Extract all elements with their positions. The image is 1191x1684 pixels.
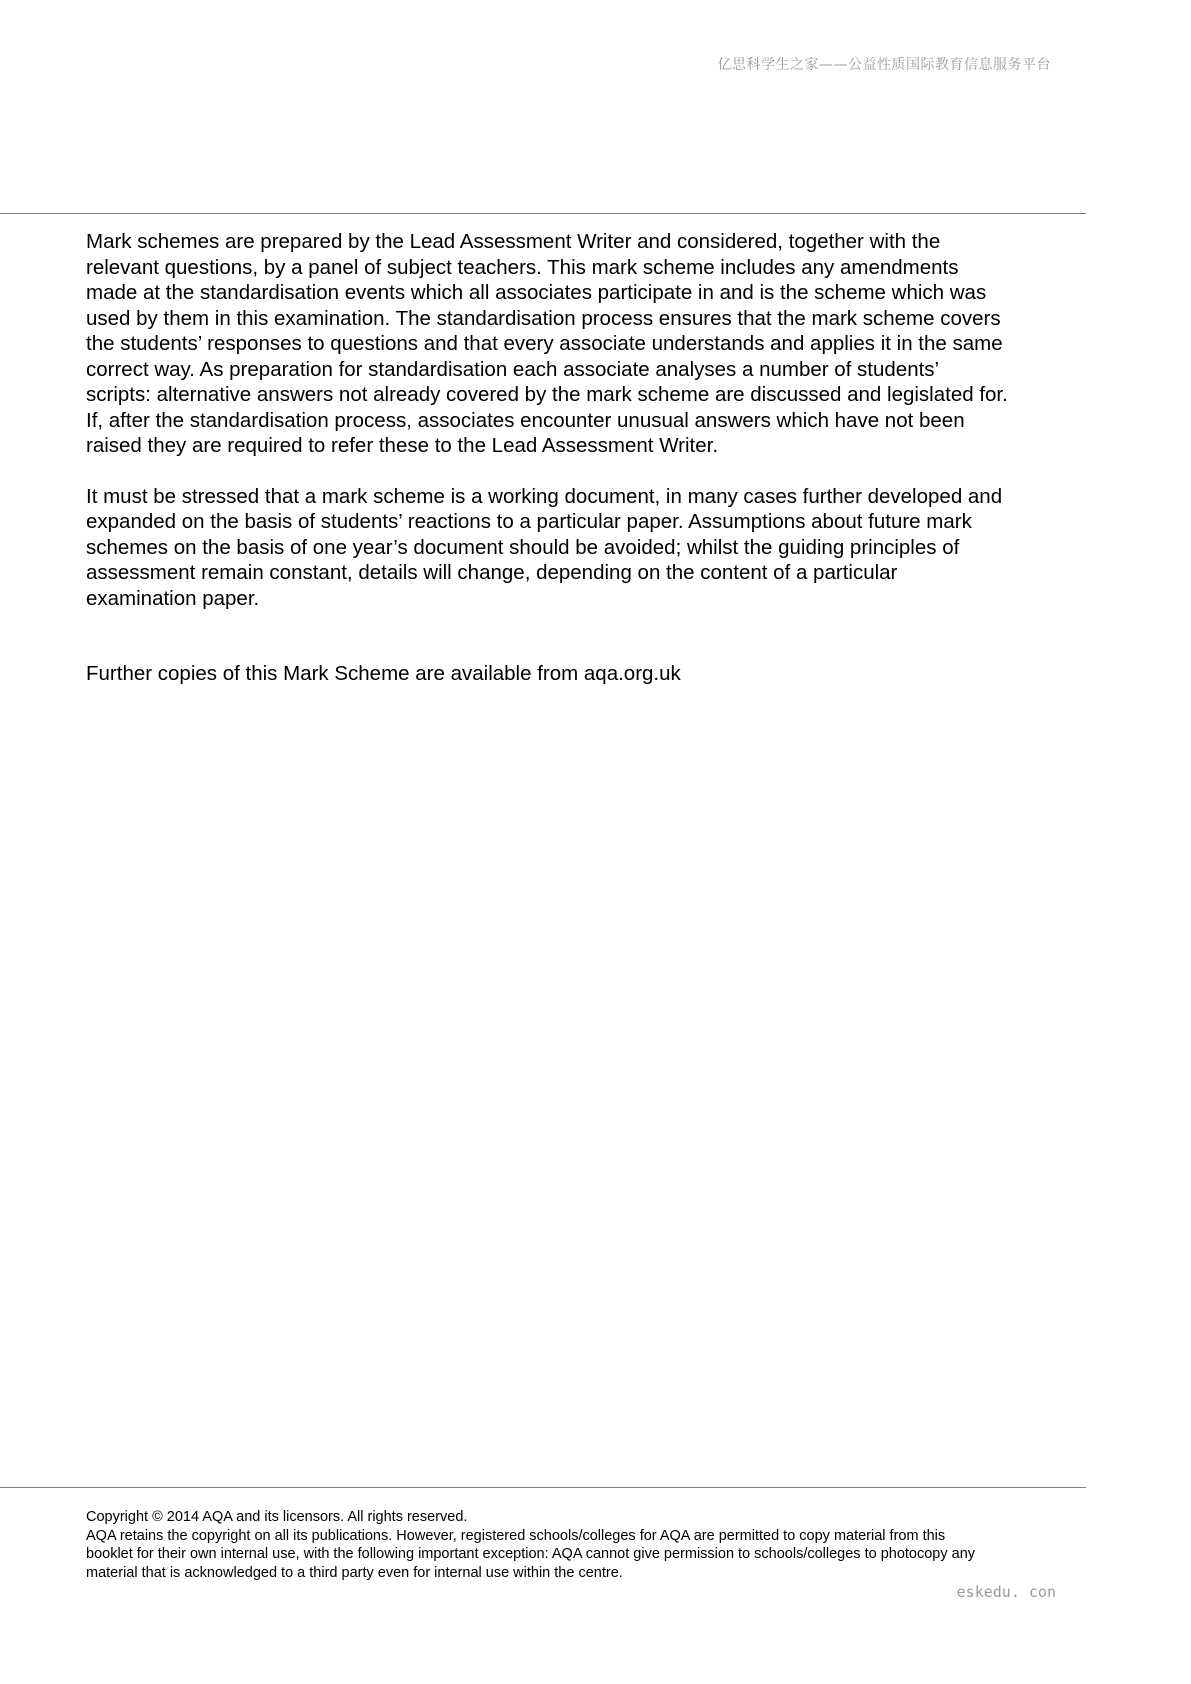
footer — [86, 1508, 1096, 1582]
paragraph-mark-scheme-preparation: Mark schemes are prepared by the Lead Assessment Writer and considered, together with the relevant questions, by a panel of subject teachers. This mark scheme includes any amendments made at the standardisation events which all associates participate in and is the scheme which was used by them in this examination. The standardisation process ensures that the mark scheme covers the students’ responses to questions and that every associate understands and applies it in the same correct way. As preparation for standardisation each associate analyses a number of students’ scripts: alternative answers not already covered by the mark scheme are discussed and legislated for. If, after the standardisation process, associates encounter unusual answers which have not been raised they are required to refer these to the Lead Assessment Writer. — [86, 230, 1008, 457]
copyright-line: Copyright © 2014 AQA and its licensors. All rights reserved. — [86, 1509, 468, 1525]
footer-watermark: eskedu. con — [956, 1583, 1056, 1601]
header-watermark: 亿思科学生之家——公益性质国际教育信息服务平台 — [717, 57, 1051, 73]
copyright-notice: AQA retains the copyright on all its publications. However, registered schools/colleges for AQA are permitted to copy material from this booklet for their own internal use, with the following important exception: AQA cannot give permission to schools/colleges to photocopy any material that is acknowledged to a third party even for internal use within the centre. — [86, 1527, 976, 1581]
paragraph-working-document: It must be stressed that a mark scheme is a working document, in many cases further developed and expanded on the basis of students’ reactions to a particular paper. Assumptions about future mark schemes on the basis of one year’s document should be avoided; whilst the guiding principles of assessment remain constant, details will change, depending on the content of a particular examination paper. — [86, 484, 1003, 610]
footer-divider — [0, 1487, 1086, 1488]
paragraph-further-copies: Further copies of this Mark Scheme are available from aqa.org.uk — [86, 662, 681, 685]
header-divider — [0, 213, 1086, 214]
main-content — [86, 229, 1096, 687]
